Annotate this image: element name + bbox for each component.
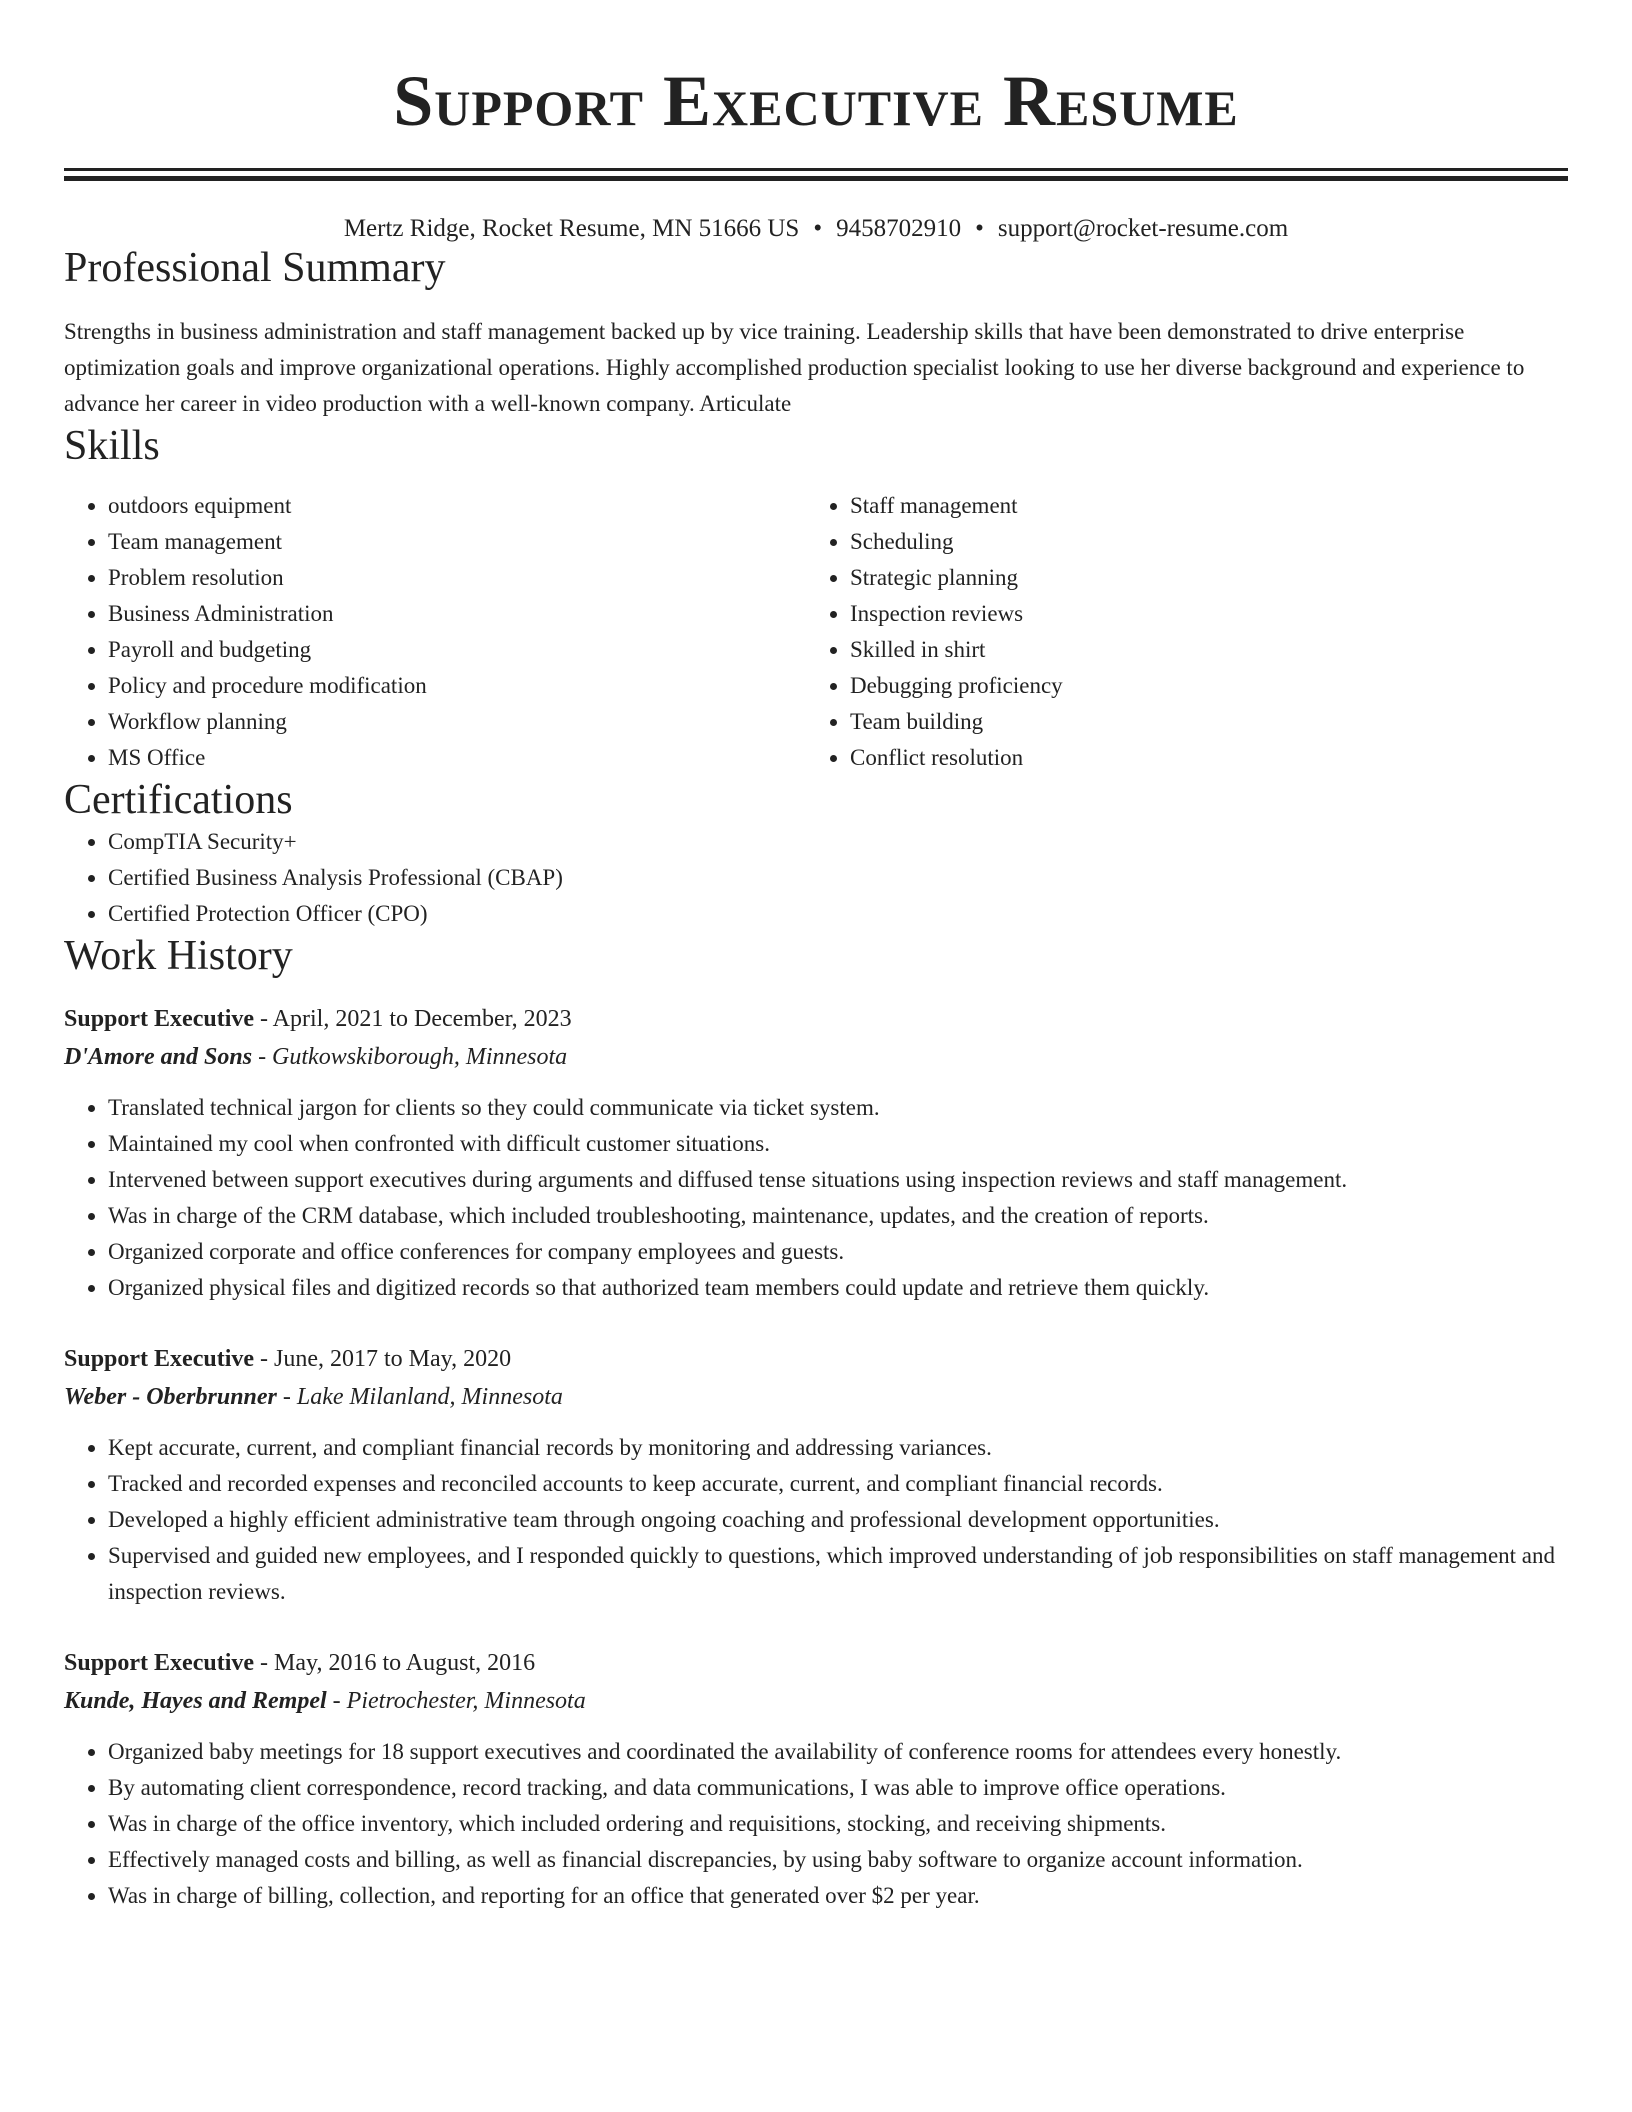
certification-item: • Certified Protection Officer (CPO)	[108, 896, 1568, 932]
skills-columns	[64, 488, 1568, 776]
contact-line	[64, 214, 1568, 244]
job-bullet: • By automating client correspondence, record tracking, and data communications, I was able to improve office operations.	[108, 1770, 1568, 1806]
skill-item: • Debugging proficiency	[850, 668, 1548, 704]
skill-item: • Problem resolution	[108, 560, 806, 596]
contact-email: support@rocket-resume.com	[997, 215, 1289, 242]
contact-phone: 9458702910	[836, 215, 962, 242]
job-title-line	[64, 1000, 1568, 1038]
job-title-line	[64, 1340, 1568, 1378]
job-bullet: • Organized baby meetings for 18 support executives and coordinated the availability of conference rooms for attendees every honestly.	[108, 1734, 1568, 1770]
company-line	[64, 1682, 1568, 1720]
job-bullet: • Maintained my cool when confronted with difficult customer situations.	[108, 1126, 1568, 1162]
job-bullets	[64, 1734, 1568, 1914]
skill-item: • Skilled in shirt	[850, 632, 1548, 668]
contact-address: Mertz Ridge, Rocket Resume, MN 51666 US	[343, 215, 800, 242]
skill-item: • MS Office	[108, 740, 806, 776]
certification-item: • Certified Business Analysis Professional (CBAP)	[108, 860, 1568, 896]
company-location: - Lake Milanland, Minnesota	[276, 1384, 563, 1410]
job-bullet: • Translated technical jargon for clients so they could communicate via ticket system.	[108, 1090, 1568, 1126]
skill-item: • Inspection reviews	[850, 596, 1548, 632]
work-history-heading: Work History	[64, 933, 293, 979]
bullet-separator: •	[813, 215, 823, 242]
bullet-separator: •	[975, 215, 984, 242]
company-name: D'Amore and Sons	[64, 1044, 253, 1070]
skill-item: • Payroll and budgeting	[108, 632, 806, 668]
job-title: Support Executive	[64, 1650, 255, 1676]
job-bullet: • Developed a highly efficient administrative team through ongoing coaching and professional development opportunities.	[108, 1502, 1568, 1538]
title-divider-top	[64, 168, 1568, 171]
job-bullet: • Organized corporate and office conferences for company employees and guests.	[108, 1234, 1568, 1270]
job-title: Support Executive	[64, 1346, 255, 1372]
skill-item: • Policy and procedure modification	[108, 668, 806, 704]
skill-item: • outdoors equipment	[108, 488, 806, 524]
job-dates: - June, 2017 to May, 2020	[254, 1346, 512, 1372]
certifications-heading: Certifications	[64, 777, 293, 823]
job-bullet: • Tracked and recorded expenses and reconciled accounts to keep accurate, current, and compliant financial records.	[108, 1466, 1568, 1502]
title-divider-bottom	[64, 176, 1568, 181]
job-dates: - May, 2016 to August, 2016	[254, 1650, 536, 1676]
company-location: - Pietrochester, Minnesota	[326, 1688, 586, 1714]
job-bullet: • Intervened between support executives during arguments and diffused tense situations using inspection reviews and staff management.	[108, 1162, 1568, 1198]
skills-list-right	[806, 488, 1548, 776]
certification-item: • CompTIA Security+	[108, 824, 1568, 860]
skill-item: • Business Administration	[108, 596, 806, 632]
company-name: Kunde, Hayes and Rempel	[64, 1688, 327, 1714]
job-bullet: • Was in charge of the office inventory, which included ordering and requisitions, stocking, and receiving shipments.	[108, 1806, 1568, 1842]
job-bullet: • Effectively managed costs and billing, as well as financial discrepancies, by using baby software to organize account information.	[108, 1842, 1568, 1878]
job-title: Support Executive	[64, 1006, 255, 1032]
skill-item: • Staff management	[850, 488, 1548, 524]
job-bullet: • Organized physical files and digitized records so that authorized team members could update and retrieve them quickly.	[108, 1270, 1568, 1306]
job-entry	[64, 1000, 1568, 1306]
job-bullet: • Was in charge of the CRM database, which included troubleshooting, maintenance, updates, and the creation of reports.	[108, 1198, 1568, 1234]
skill-item: • Conflict resolution	[850, 740, 1548, 776]
company-line	[64, 1038, 1568, 1076]
job-entry	[64, 1644, 1568, 1914]
certifications-list	[64, 824, 1568, 932]
job-title-line	[64, 1644, 1568, 1682]
company-line	[64, 1378, 1568, 1416]
job-bullets	[64, 1090, 1568, 1306]
company-location: - Gutkowskiborough, Minnesota	[252, 1044, 568, 1070]
skill-item: • Team building	[850, 704, 1548, 740]
summary-heading: Professional Summary	[64, 245, 446, 291]
skills-list-left	[64, 488, 806, 776]
page-title: Support Executive Resume	[393, 61, 1239, 141]
job-entry	[64, 1340, 1568, 1610]
job-dates: - April, 2021 to December, 2023	[254, 1006, 572, 1032]
skill-item: • Strategic planning	[850, 560, 1548, 596]
company-name: Weber - Oberbrunner	[64, 1384, 277, 1410]
job-bullet: • Supervised and guided new employees, and I responded quickly to questions, which improved understanding of job responsibilities on staff management and inspection reviews.	[108, 1538, 1568, 1610]
job-bullets	[64, 1430, 1568, 1610]
skills-heading: Skills	[64, 423, 160, 469]
skill-item: • Scheduling	[850, 524, 1548, 560]
job-bullet: • Was in charge of billing, collection, and reporting for an office that generated over $2 per year.	[108, 1878, 1568, 1914]
summary-text: Strengths in business administration and staff management backed up by vice training. Leadership skills that have been demonstrated to drive enterprise optimization goals and improve organizational operations. Highly accomplished production specialist looking to use her diverse background and experience to advance her career in video production with a well-known company. Articulate	[64, 319, 1525, 416]
skill-item: • Workflow planning	[108, 704, 806, 740]
skill-item: • Team management	[108, 524, 806, 560]
job-bullet: • Kept accurate, current, and compliant financial records by monitoring and addressing variances.	[108, 1430, 1568, 1466]
